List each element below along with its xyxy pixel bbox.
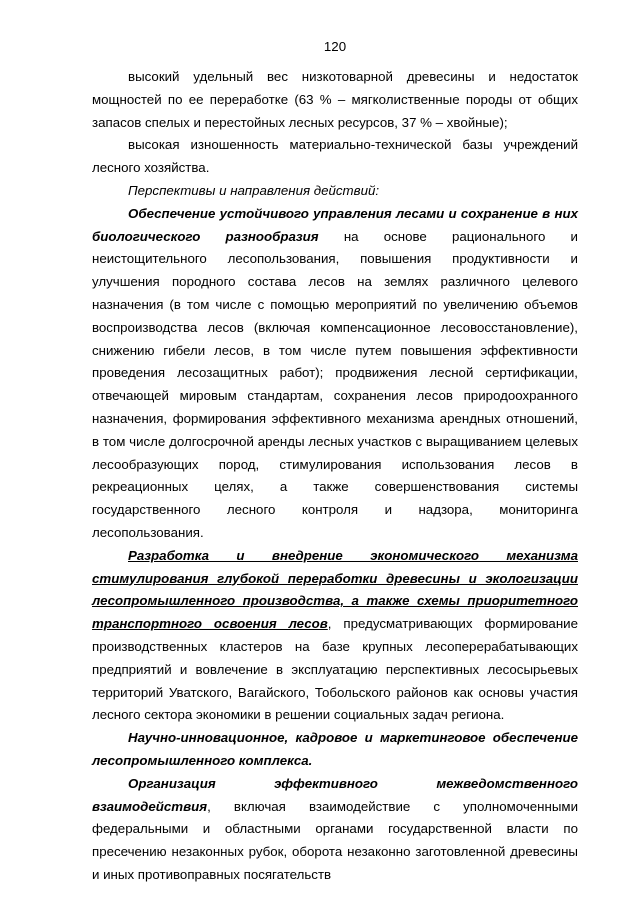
emphasis-sustainable-management: Обеспечение устойчивого управления лесами и сохранение в них биологического разнообразия [92,205,578,244]
paragraph-interagency-cooperation [92,773,578,887]
page-number: 120 [323,39,347,54]
emphasis-innovation-support: Научно-инновационное, кадровое и маркетинговое обеспечение лесопромышленного комплекса. [92,730,578,768]
text-interagency-cooperation: , включая взаимодействие с уполномоченными федеральными и областными органами государственной власти по пресечению незаконных рубок, оборота незаконно заготовленной древесины и иных противоправных посягательств [92,798,578,882]
text-economic-mechanism: , предусматривающих формирование производственных кластеров на базе крупных лесоперерабатывающих предприятий и вовлечение в эксплуатацию перспективных лесосырьевых территорий Уватского, Вагайского, Тобольского районов как основы участия лесного сектора экономики в решении социальных задач региона. [92,616,578,723]
emphasis-interagency-cooperation: Организация эффективного межведомственного взаимодействия [92,775,578,814]
emphasis-economic-mechanism: Разработка и внедрение экономического механизма стимулирования глубокой переработки древесины и экологизации лесопромышленного производства, а также схемы приоритетного транспортного освоения лесов [92,547,578,632]
paragraph-worn-base: высокая изношенность материально-технической базы учреждений лесного хозяйства. [92,137,578,176]
paragraph-innovation-support [92,727,578,773]
paragraph-sustainable-management [92,203,578,545]
paragraph-perspectives-heading: Перспективы и направления действий: [128,182,380,198]
paragraph-economic-mechanism [92,545,578,727]
text-sustainable-management: на основе рационального и неистощительного лесопользования, повышения продуктивности и улучшения породного состава лесов на землях различного целевого назначения (в том числе с помощью мероприятий по увеличению объемов воспроизводства лесов (включая компенсационное лесовосстановление), снижению гибели лесов, в том числе путем повышения эффективности проведения лесозащитных работ); продвижения лесной сертификации, отвечающей мировым стандартам, сохранения лесов природоохранного назначения, формирования эффективного механизма арендных отношений, в том числе долгосрочной аренды лесных участков с выращиванием целевых лесообразующих пород, стимулирования использования лесов в рекреационных целях, а также совершенствования системы государственного лесного контроля и надзора, мониторинга лесопользования. [92,228,578,540]
paragraph-low-grade-wood: высокий удельный вес низкотоварной древесины и недостаток мощностей по ее переработке (63 % – мягколиственные породы от общих запасов спелых и перестойных лесных ресурсов, 37 % – хвойные); [92,69,578,130]
